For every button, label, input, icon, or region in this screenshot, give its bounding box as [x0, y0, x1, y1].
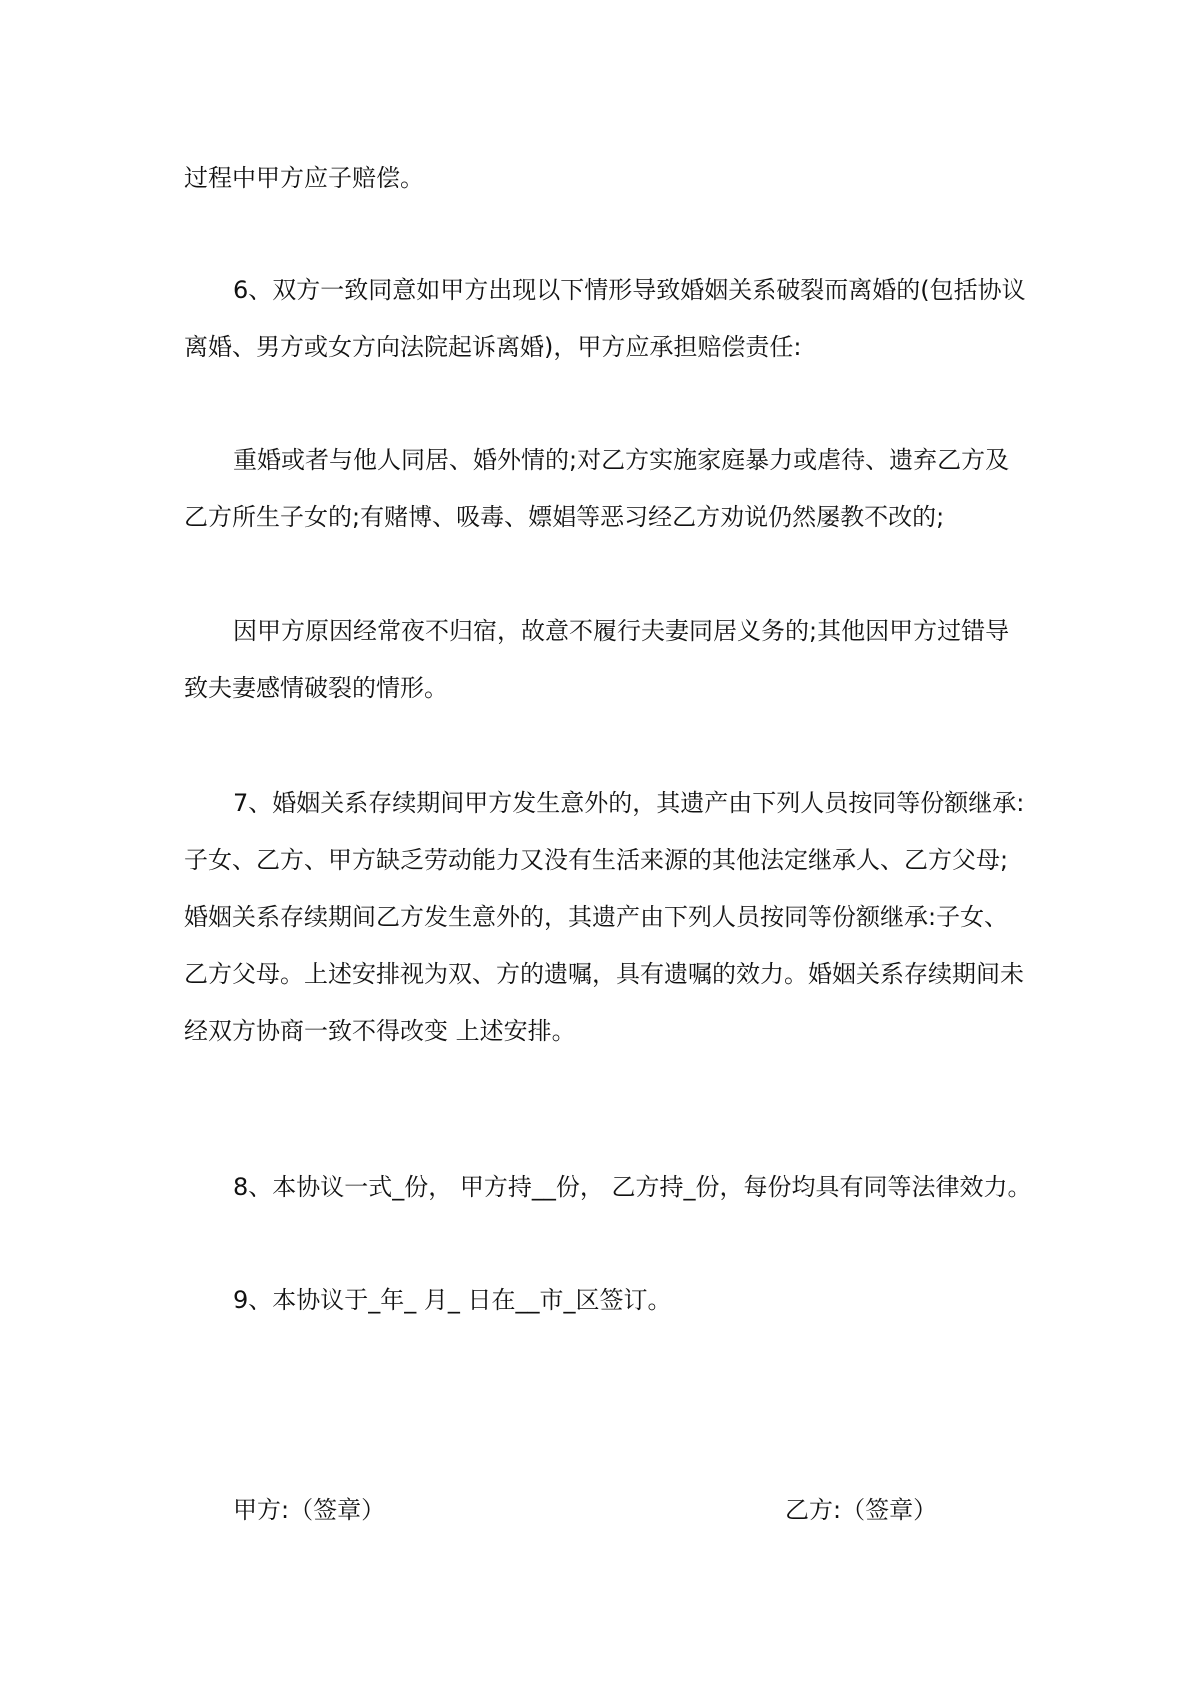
paragraph-line: 6、双方一致同意如甲方出现以下情形导致婚姻关系破裂而离婚的(包括协议	[233, 276, 1026, 304]
clause-7	[184, 775, 1034, 1060]
paragraph-line: 经双方协商一致不得改变 上述安排。	[184, 1017, 576, 1045]
liability-situations-2	[184, 603, 1034, 717]
paragraph-line: 因甲方原因经常夜不归宿，故意不履行夫妻同居义务的;其他因甲方过错导	[233, 617, 1010, 645]
liability-situations-1	[184, 432, 1034, 546]
paragraph-line: 离婚、男方或女方向法院起诉离婚)，甲方应承担赔偿责任:	[184, 333, 802, 361]
paragraph-line: 8、本协议一式_份， 甲方持__份， 乙方持_份，每份均具有同等法律效力。	[233, 1173, 1032, 1201]
paragraph-line: 乙方父母。上述安排视为双、方的遗嘱，具有遗嘱的效力。婚姻关系存续期间未	[184, 960, 1024, 988]
clause-8	[184, 1159, 1034, 1216]
paragraph-line: 过程中甲方应子赔偿。	[184, 164, 424, 192]
party-b-signature: 乙方:（签章）	[785, 1496, 938, 1524]
paragraph-line: 子女、乙方、甲方缺乏劳动能力又没有生活来源的其他法定继承人、乙方父母;	[184, 846, 1009, 874]
continuation-paragraph	[184, 150, 1034, 207]
paragraph-line: 致夫妻感情破裂的情形。	[184, 674, 448, 702]
paragraph-line: 9、本协议于_年_ 月_ 日在__市_区签订。	[233, 1286, 672, 1314]
party-a-signature: 甲方:（签章）	[233, 1496, 386, 1524]
clause-6	[184, 262, 1034, 376]
paragraph-line: 重婚或者与他人同居、婚外情的;对乙方实施家庭暴力或虐待、遗弃乙方及	[233, 446, 1010, 474]
paragraph-line: 乙方所生子女的;有赌博、吸毒、嫖娼等恶习经乙方劝说仍然屡教不改的;	[184, 503, 945, 531]
paragraph-line: 婚姻关系存续期间乙方发生意外的，其遗产由下列人员按同等份额继承:子女、	[184, 903, 1009, 931]
paragraph-line: 7、婚姻关系存续期间甲方发生意外的，其遗产由下列人员按同等份额继承:	[233, 789, 1025, 817]
clause-9	[184, 1272, 1034, 1329]
